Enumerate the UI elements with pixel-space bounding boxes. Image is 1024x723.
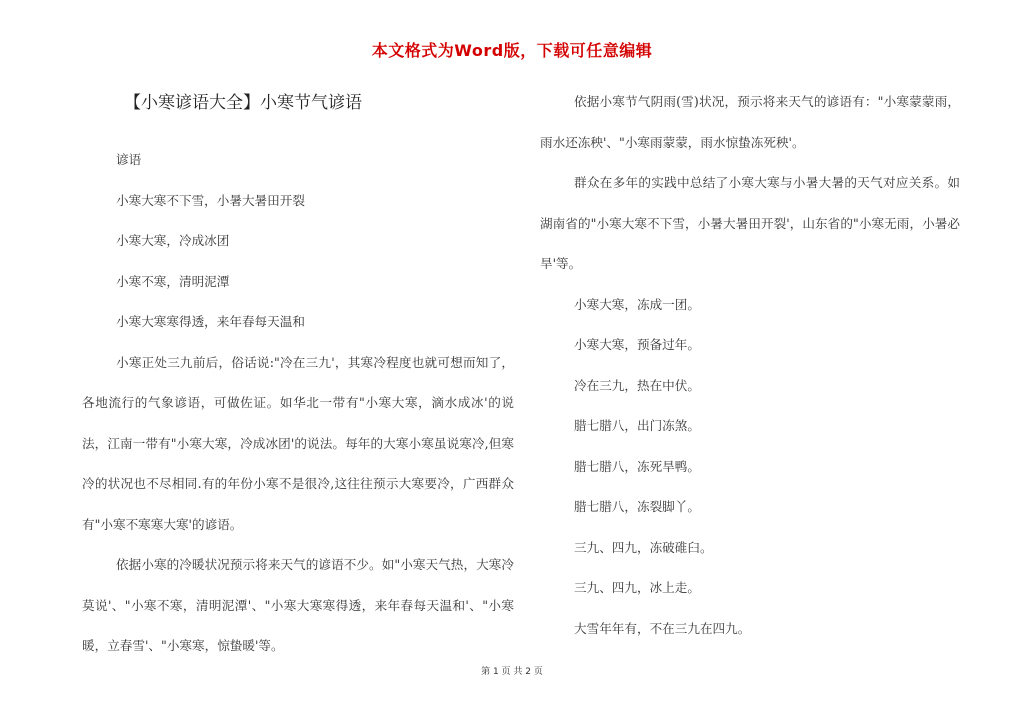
paragraph: 腊七腊八，冻裂脚丫。 <box>574 499 700 514</box>
paragraph: 腊七腊八，冻死旱鸭。 <box>574 458 700 474</box>
paragraph: 小寒大寒，冷成冰团 <box>116 233 230 248</box>
paragraph: 大雪年年有，不在三九在四九。 <box>574 620 751 636</box>
paragraph: 群众在多年的实践中总结了小寒大寒与小暑大暑的天气对应关系。如湖南省的"小寒大寒不下雪，小暑大暑田开裂'，山东省的"小寒无雨，小暑必旱'等。 <box>540 175 960 271</box>
format-banner: 本文格式为Word版，下载可任意编辑 <box>371 41 653 60</box>
paragraph: 小寒大寒不下雪，小暑大暑田开裂 <box>116 192 305 208</box>
left-column <box>82 86 514 667</box>
paragraph: 冷在三九，热在中伏。 <box>574 377 700 393</box>
paragraph: 小寒大寒，冻成一团。 <box>574 296 700 312</box>
left-column-body <box>82 140 514 667</box>
paragraph: 小寒大寒寒得透，来年春每天温和 <box>116 314 305 329</box>
document-title: 【小寒谚语大全】小寒节气谚语 <box>124 93 362 113</box>
right-column <box>540 82 960 649</box>
paragraph: 小寒正处三九前后，俗话说:"冷在三九'，其寒冷程度也就可想而知了，各地流行的气象谚语，可做佐证。如华北一带有"小寒大寒，滴水成冰'的说法，江南一带有"小寒大寒，冷成冰团'的说法。每年的大寒小寒虽说寒冷,但寒冷的状况也不尽相同.有的年份小寒不是很冷,这往往预示大寒要冷，广西群众有"小寒不寒寒大寒'的谚语。 <box>82 354 514 532</box>
paragraph: 小寒不寒，清明泥潭 <box>116 273 230 289</box>
paragraph: 三九、四九，冰上走。 <box>574 580 700 595</box>
paragraph: 腊七腊八，出门冻煞。 <box>574 418 700 433</box>
page-footer: 第 1 页 共 2 页 <box>481 667 543 677</box>
right-column-body <box>540 82 960 649</box>
paragraph: 依据小寒的冷暖状况预示将来天气的谚语不少。如"小寒天气热，大寒冷莫说'、"小寒不寒，清明泥潭'、"小寒大寒寒得透，来年春每天温和'、"小寒暖，立春雪'、"小寒寒，惊蛰暖'等。 <box>82 557 514 653</box>
paragraph: 依据小寒节气阴雨(雪)状况，预示将来天气的谚语有："小寒蒙蒙雨，雨水还冻秧'、"小寒雨蒙蒙，雨水惊蛰冻死秧'。 <box>540 94 960 150</box>
paragraph: 小寒大寒，预备过年。 <box>574 337 700 352</box>
paragraph: 三九、四九，冻破碓臼。 <box>574 539 713 555</box>
paragraph: 谚语 <box>116 152 142 167</box>
